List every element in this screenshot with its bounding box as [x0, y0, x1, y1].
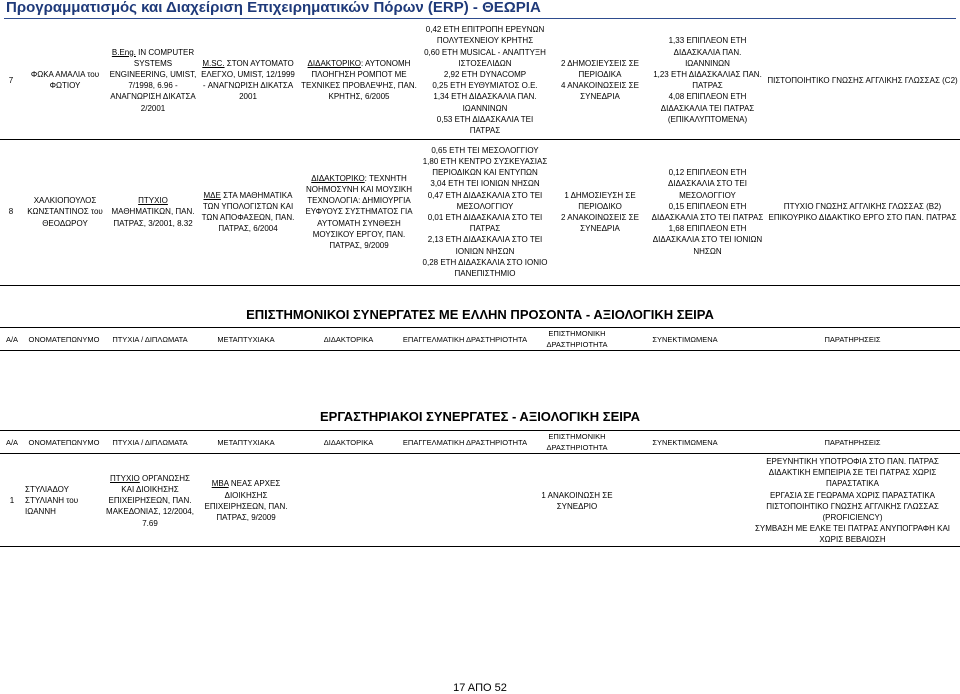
scientific-cell: 1 ΑΝΑΚΟΙΝΩΣΗ ΣΕ ΣΥΝΕΔΡΙΟ: [529, 456, 625, 546]
col-scientific: ΕΠΙΣΤΗΜΟΝΙΚΗ ΔΡΑΣΤΗΡΙΟΤΗΤΑ: [529, 431, 625, 454]
name-cell: ΦΩΚΑ ΑΜΑΛΙΑ του ΦΩΤΙΟΥ: [22, 22, 108, 139]
lab-staff-table: [0, 456, 960, 547]
academic-staff-table: [0, 22, 960, 286]
header-row: [0, 328, 960, 351]
row-number: 1: [0, 456, 24, 546]
col-notes: ΠΑΡΑΤΗΡΗΣΕΙΣ: [745, 328, 960, 351]
professional-cell: [401, 456, 529, 546]
phd-cell: [296, 456, 401, 546]
phd-cell: ΔΙΔΑΚΤΟΡΙΚΟ: ΤΕΧΝΗΤΗ ΝΟΗΜΟΣΥΝΗ ΚΑΙ ΜΟΥΣΙΚΗ ΤΕΧΝΟΛΟΓΙΑ: ΔΗΜΙΟΥΡΓΙΑ ΕΥΦΥΟΥΣ ΣΥΣΤΗΜΑΤΟΣ ΓΙΑ ΑΥΤΟΜΑΤΗ ΣΥΝΘΕΣΗ ΜΟΥΣΙΚΟΥ ΕΡΓΟΥ, ΠΑΝ. ΠΑΤΡΑΣ, 9/2009: [298, 139, 420, 285]
teaching-cell: [625, 456, 745, 546]
lab-staff-header: [0, 430, 960, 454]
col-scientific: ΕΠΙΣΤΗΜΟΝΙΚΗ ΔΡΑΣΤΗΡΙΟΤΗΤΑ: [529, 328, 625, 351]
professional-cell: 0,65 ΕΤΗ ΤΕΙ ΜΕΣΟΛΟΓΓΙΟΥ 1,80 ΕΤΗ ΚΕΝΤΡΟ ΣΥΣΚΕΥΑΣΙΑΣ ΠΕΡΙΟΔΙΚΩΝ ΚΑΙ ΕΝΤΥΠΩΝ 3,04 ΕΤΗ ΤΕΙ ΙΟΝΙΩΝ ΝΗΣΩΝ 0,47 ΕΤΗ ΔΙΔΑΣΚΑΛΙΑ ΣΤΟ ΤΕΙ ΜΕΣΟΛΟΓΓΙΟΥ 0,01 ΕΤΗ ΔΙΔΑΣΚΑΛΙΑ ΣΤΟ ΤΕΙ ΠΑΤΡΑΣ 2,13 ΕΤΗ ΔΙΔΑΣΚΑΛΙΑ ΣΤΟ ΤΕΙ ΙΟΝΙΩΝ ΝΗΣΩΝ 0,28 ΕΤΗ ΔΙΔΑΣΚΑΛΙΑ ΣΤΟ ΙΟΝΙΟ ΠΑΝΕΠΙΣΤΗΜΙΟ: [420, 139, 550, 285]
row-number: 7: [0, 22, 22, 139]
col-professional: ΕΠΑΓΓΕΛΜΑΤΙΚΗ ΔΡΑΣΤΗΡΙΟΤΗΤΑ: [401, 328, 529, 351]
col-degrees: ΠΤΥΧΙΑ / ΔΙΠΛΩΜΑΤΑ: [104, 328, 196, 351]
degrees-cell: ΠΤΥΧΙΟ ΟΡΓΑΝΩΣΗΣ ΚΑΙ ΔΙΟΙΚΗΣΗΣ ΕΠΙΧΕΙΡΗΣΕΩΝ, ΠΑΝ. ΜΑΚΕΔΟΝΙΑΣ, 12/2004, 7.69: [104, 456, 196, 546]
masters-cell: M.SC. ΣΤΟΝ ΑΥΤΟΜΑΤΟ ΕΛΕΓΧΟ, UMIST, 12/1999 - ΑΝΑΓΝΩΡΙΣΗ ΔΙΚΑΤΣΑ 2001: [198, 22, 298, 139]
col-professional: ΕΠΑΓΓΕΛΜΑΤΙΚΗ ΔΡΑΣΤΗΡΙΟΤΗΤΑ: [401, 431, 529, 454]
header-row: [0, 431, 960, 454]
notes-cell: ΕΡΕΥΝΗΤΙΚΗ ΥΠΟΤΡΟΦΙΑ ΣΤΟ ΠΑΝ. ΠΑΤΡΑΣ ΔΙΔΑΚΤΙΚΗ ΕΜΠΕΙΡΙΑ ΣΕ ΤΕΙ ΠΑΤΡΑΣ ΧΩΡΙΣ ΠΑΡΑΣΤΑΤΙΚΑ ΕΡΓΑΣΙΑ ΣΕ ΓΕΩΡΑΜΑ ΧΩΡΙΣ ΠΑΡΑΣΤΑΤΙΚΑ ΠΙΣΤΟΠΟΙΗΤΙΚΟ ΓΝΩΣΗΣ ΑΓΓΛΙΚΗΣ ΓΛΩΣΣΑΣ (PROFICIENCY) ΣΥΜΒΑΣΗ ΜΕ ΕΛΚΕ ΤΕΙ ΠΑΤΡΑΣ ΑΝΥΠΟΓΡΑΦΗ ΚΑΙ ΧΩΡΙΣ ΒΕΒΑΙΩΣΗ: [745, 456, 960, 546]
masters-cell: ΜΔΕ ΣΤΑ ΜΑΘΗΜΑΤΙΚΑ ΤΩΝ ΥΠΟΛΟΓΙΣΤΩΝ ΚΑΙ ΤΩΝ ΑΠΟΦΑΣΕΩΝ, ΠΑΝ. ΠΑΤΡΑΣ, 6/2004: [198, 139, 298, 285]
col-phd: ΔΙΔΑΚΤΟΡΙΚΑ: [296, 431, 401, 454]
col-masters: ΜΕΤΑΠΤΥΧΙΑΚΑ: [196, 431, 296, 454]
teaching-cell: 1,33 ΕΠΙΠΛΕΟΝ ΕΤΗ ΔΙΔΑΣΚΑΛΙΑ ΠΑΝ. ΙΩΑΝΝΙΝΩΝ 1,23 ΕΤΗ ΔΙΔΑΣΚΑΛΙΑΣ ΠΑΝ. ΠΑΤΡΑΣ 4,08 ΕΠΙΠΛΕΟΝ ΕΤΗ ΔΙΔΑΣΚΑΛΙΑ ΤΕΙ ΠΑΤΡΑΣ (ΕΠΙΚΑΛΥΠΤΟΜΕΝΑ): [650, 22, 765, 139]
col-teaching: ΣΥΝΕΚΤΙΜΩΜΕΝΑ: [625, 431, 745, 454]
col-phd: ΔΙΔΑΚΤΟΡΙΚΑ: [296, 328, 401, 351]
notes-cell: ΠΙΣΤΟΠΟΙΗΤΙΚΟ ΓΝΩΣΗΣ ΑΓΓΛΙΚΗΣ ΓΛΩΣΣΑΣ (C2): [765, 22, 960, 139]
notes-cell: ΠΤΥΧΙΟ ΓΝΩΣΗΣ ΑΓΓΛΙΚΗΣ ΓΛΩΣΣΑΣ (Β2) ΕΠΙΚΟΥΡΙΚΟ ΔΙΔΑΚΤΙΚΟ ΕΡΓΟ ΣΤΟ ΠΑΝ. ΠΑΤΡΑΣ: [765, 139, 960, 285]
phd-cell: ΔΙΔΑΚΤΟΡΙΚΟ: ΑΥΤΟΝΟΜΗ ΠΛΟΗΓΗΣΗ ΡΟΜΠΟΤ ΜΕ ΤΕΧΝΙΚΕΣ ΠΡΟΒΛΕΨΗΣ, ΠΑΝ. ΚΡΗΤΗΣ, 6/2005: [298, 22, 420, 139]
degrees-cell: ΠΤΥΧΙΟ ΜΑΘΗΜΑΤΙΚΩΝ, ΠΑΝ. ΠΑΤΡΑΣ, 3/2001, 8.32: [108, 139, 198, 285]
table-row: [0, 456, 960, 546]
col-teaching: ΣΥΝΕΚΤΙΜΩΜΕΝΑ: [625, 328, 745, 351]
table-row: [0, 22, 960, 139]
name-cell: ΧΑΛΚΙΟΠΟΥΛΟΣ ΚΩΝΣΤΑΝΤΙΝΟΣ του ΘΕΟΔΩΡΟΥ: [22, 139, 108, 285]
col-name: ΟΝΟΜΑΤΕΠΩΝΥΜΟ: [24, 431, 104, 454]
col-masters: ΜΕΤΑΠΤΥΧΙΑΚΑ: [196, 328, 296, 351]
page-title: Προγραμματισμός και Διαχείριση Επιχειρηματικών Πόρων (ERP) - ΘΕΩΡΙΑ: [6, 0, 541, 16]
teaching-cell: 0,12 ΕΠΙΠΛΕΟΝ ΕΤΗ ΔΙΔΑΣΚΑΛΙΑ ΣΤΟ ΤΕΙ ΜΕΣΟΛΟΓΓΙΟΥ 0,15 ΕΠΙΠΛΕΟΝ ΕΤΗ ΔΙΔΑΣΚΑΛΙΑ ΣΤΟ ΤΕΙ ΠΑΤΡΑΣ 1,68 ΕΠΙΠΛΕΟΝ ΕΤΗ ΔΙΔΑΣΚΑΛΙΑ ΣΤΟ ΤΕΙ ΙΟΝΙΩΝ ΝΗΣΩΝ: [650, 139, 765, 285]
col-aa: Α/Α: [0, 328, 24, 351]
degrees-cell: B.Eng. IN COMPUTER SYSTEMS ENGINEERING, UMIST, 7/1998, 6.96 - ΑΝΑΓΝΩΡΙΣΗ ΔΙΚΑΤΣΑ 2/2001: [108, 22, 198, 139]
professional-cell: 0,42 ΕΤΗ ΕΠΙΤΡΟΠΗ ΕΡΕΥΝΩΝ ΠΟΛΥΤΕΧΝΕΙΟΥ ΚΡΗΤΗΣ 0,60 ΕΤΗ MUSICAL - ΑΝΑΠΤΥΞΗ ΙΣΤΟΣΕΛΙΔΩΝ 2,92 ΕΤΗ DYNACOMP 0,25 ΕΤΗ ΕΥΘΥΜΙΑΤΟΣ Ο.Ε. 1,34 ΕΤΗ ΔΙΔΑΣΚΑΛΙΑ ΠΑΝ. ΙΩΑΝΝΙΝΩΝ 0,53 ΕΤΗ ΔΙΔΑΣΚΑΛΙΑ ΤΕΙ ΠΑΤΡΑΣ: [420, 22, 550, 139]
col-aa: Α/Α: [0, 431, 24, 454]
section-title-lab: ΕΡΓΑΣΤΗΡΙΑΚΟΙ ΣΥΝΕΡΓΑΤΕΣ - ΑΞΙΟΛΟΓΙΚΗ ΣΕΙΡΑ: [319, 409, 640, 424]
scientific-cell: 1 ΔΗΜΟΣΙΕΥΣΗ ΣΕ ΠΕΡΙΟΔΙΚΟ 2 ΑΝΑΚΟΙΝΩΣΕΙΣ ΣΕ ΣΥΝΕΔΡΙΑ: [550, 139, 650, 285]
row-number: 8: [0, 139, 22, 285]
scientific-staff-header: [0, 327, 960, 351]
section-title-scientific: ΕΠΙΣΤΗΜΟΝΙΚΟΙ ΣΥΝΕΡΓΑΤΕΣ ΜΕ ΕΛΛΗΝ ΠΡΟΣΟΝΤΑ - ΑΞΙΟΛΟΓΙΚΗ ΣΕΙΡΑ: [246, 307, 714, 322]
scientific-cell: 2 ΔΗΜΟΣΙΕΥΣΕΙΣ ΣΕ ΠΕΡΙΟΔΙΚΑ 4 ΑΝΑΚΟΙΝΩΣΕΙΣ ΣΕ ΣΥΝΕΔΡΙΑ: [550, 22, 650, 139]
col-name: ΟΝΟΜΑΤΕΠΩΝΥΜΟ: [24, 328, 104, 351]
col-degrees: ΠΤΥΧΙΑ / ΔΙΠΛΩΜΑΤΑ: [104, 431, 196, 454]
table-row: [0, 139, 960, 285]
col-notes: ΠΑΡΑΤΗΡΗΣΕΙΣ: [745, 431, 960, 454]
page-number: 17 ΑΠΟ 52: [453, 682, 507, 694]
masters-cell: ΜΒΑ ΝΕΑΣ ΑΡΧΕΣ ΔΙΟΙΚΗΣΗΣ ΕΠΙΧΕΙΡΗΣΕΩΝ, ΠΑΝ. ΠΑΤΡΑΣ, 9/2009: [196, 456, 296, 546]
title-rule: [4, 18, 956, 19]
name-cell: ΣΤΥΛΙΑΔΟΥ ΣΤΥΛΙΑΝΗ του ΙΩΑΝΝΗ: [24, 456, 104, 546]
